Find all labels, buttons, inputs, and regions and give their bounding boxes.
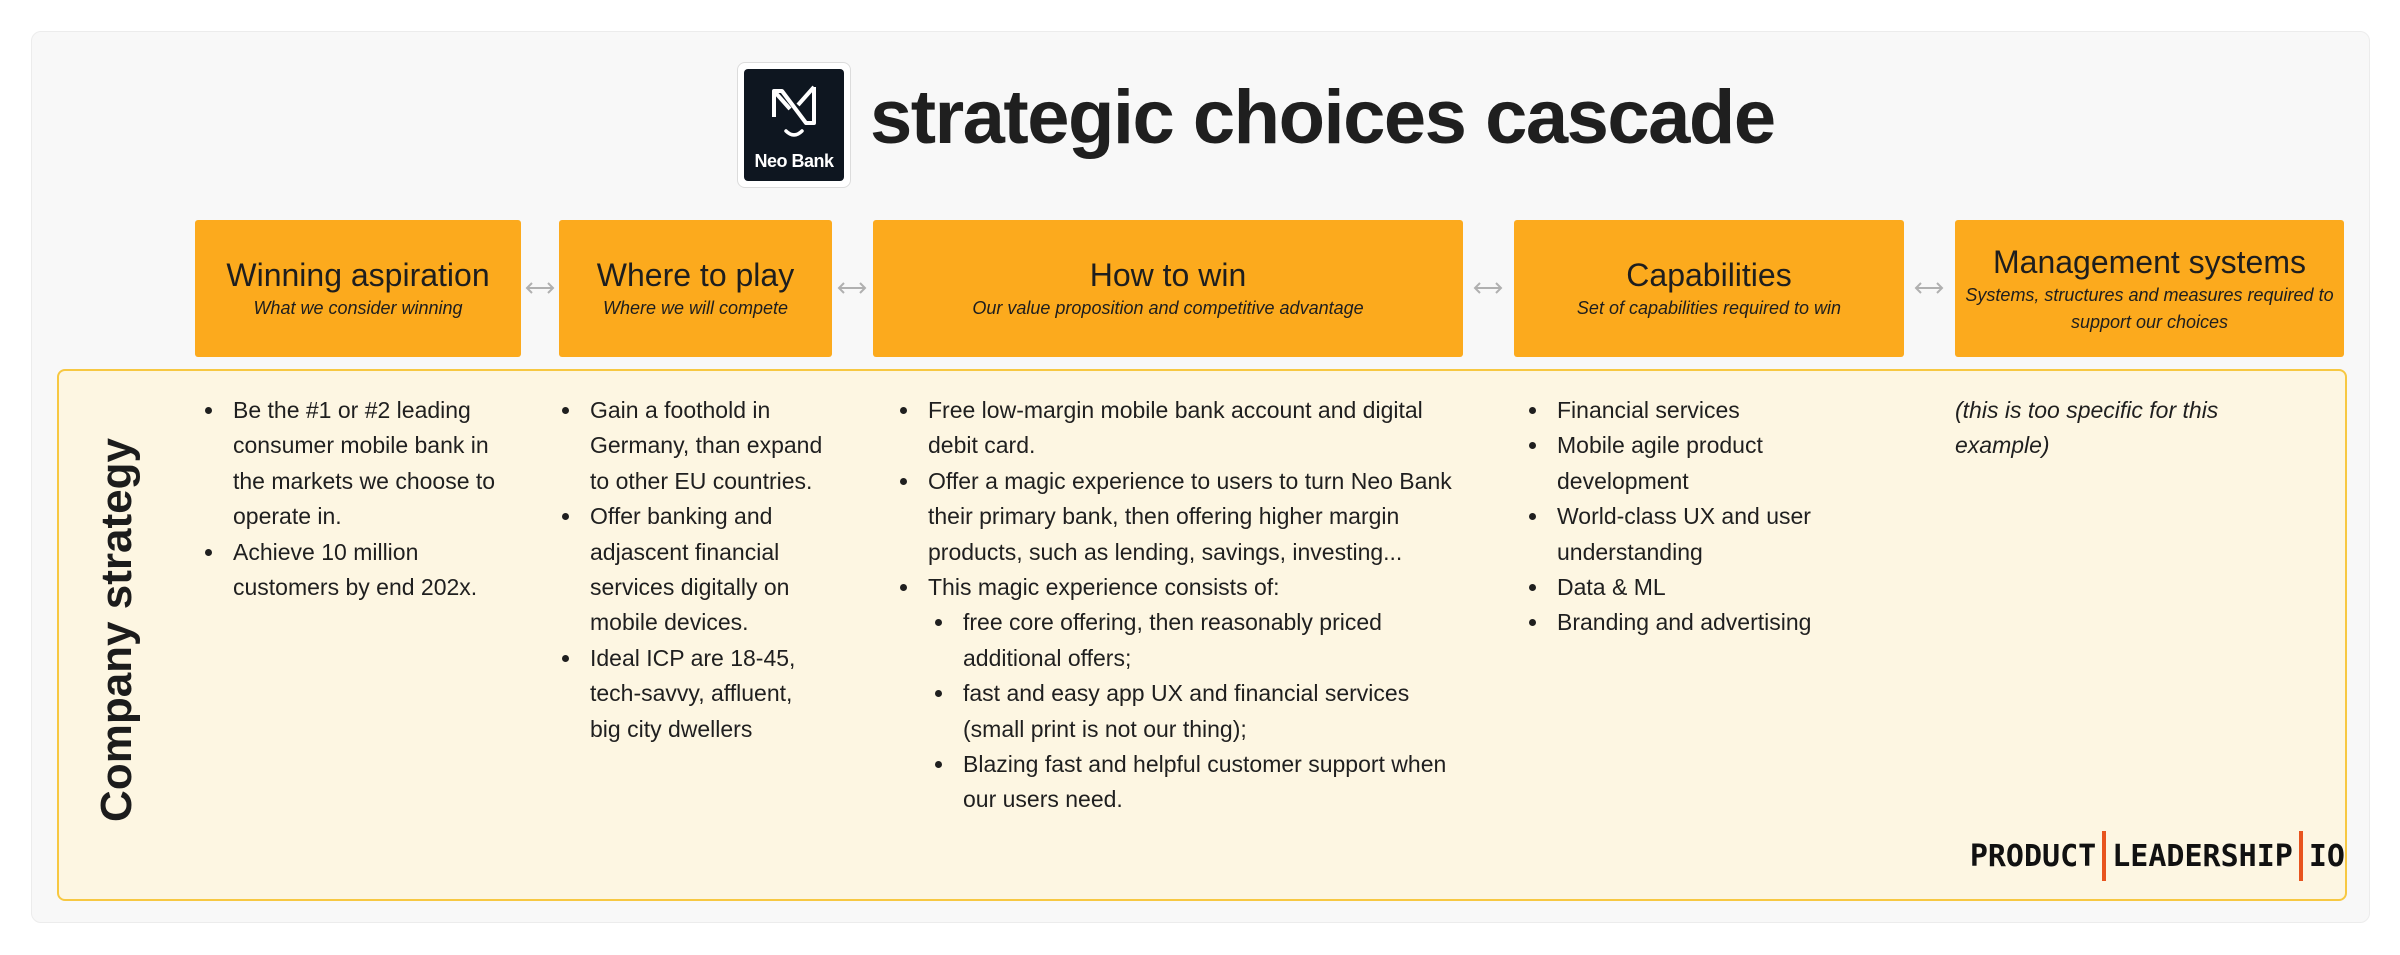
column-where-to-play	[556, 393, 828, 747]
list-item: • Free low-margin mobile bank account and digital debit card.	[921, 393, 1474, 464]
list-item: • Achieve 10 million customers by end 202x.	[226, 535, 521, 606]
header-title: Where to play	[596, 257, 795, 293]
column-winning-aspiration	[199, 393, 521, 605]
list-item: • Mobile agile product development	[1550, 428, 1845, 499]
brand-divider	[2299, 831, 2303, 881]
header-subtitle: Where we will compete	[602, 298, 789, 318]
page-title: strategic choices cascade	[870, 75, 1775, 160]
brand-part: LEADERSHIP	[2112, 838, 2293, 874]
sub-list-item: • free core offering, then reasonably priced additional offers;	[956, 605, 1474, 676]
list-item: • Offer banking and adjascent financial services digitally on mobile devices.	[583, 499, 828, 641]
bullet-list	[1523, 393, 1845, 641]
brand-part: IO	[2308, 838, 2345, 874]
list-item: • Gain a foothold in Germany, than expand to other EU countries.	[583, 393, 828, 499]
list-item: • Financial services	[1550, 393, 1845, 428]
row-label-company-strategy: Company strategy	[92, 438, 141, 822]
header-subtitle: Set of capabilities required to win	[1576, 298, 1842, 318]
bullet-list	[199, 393, 521, 605]
logo-text: Neo Bank	[754, 151, 834, 171]
header-where-to-play	[559, 220, 832, 357]
list-item: • Be the #1 or #2 leading consumer mobile bank in the markets we choose to operate in.	[226, 393, 521, 535]
column-how-to-win	[894, 393, 1474, 818]
list-item: • World-class UX and user understanding	[1550, 499, 1845, 570]
double-arrow-icon	[836, 280, 868, 296]
product-leadership-io-logo	[1970, 831, 2345, 881]
list-item: • Data & ML	[1550, 570, 1845, 605]
double-arrow-icon	[1472, 280, 1504, 296]
logo-tile	[744, 69, 844, 181]
list-item: • Branding and advertising	[1550, 605, 1845, 640]
header-subtitle: Systems, structures and measures required to support our choices	[1965, 284, 2334, 332]
header-subtitle: Our value proposition and competitive advantage	[972, 298, 1364, 318]
bullet-list	[894, 393, 1474, 818]
brand-part: PRODUCT	[1969, 838, 2097, 874]
list-item: • Offer a magic experience to users to turn Neo Bank their primary bank, then offering higher margin products, such as lending, savings, investing...	[921, 464, 1474, 570]
header-title: How to win	[1089, 257, 1247, 293]
list-item-text: This magic experience consists of:	[928, 574, 1280, 601]
header-title: Winning aspiration	[226, 257, 490, 293]
management-systems-note: (this is too specific for this example)	[1955, 397, 2219, 459]
header-winning-aspiration	[195, 220, 521, 357]
header-subtitle: What we consider winning	[253, 298, 463, 318]
double-arrow-icon	[524, 280, 556, 296]
sub-list-item: • fast and easy app UX and financial services (small print is not our thing);	[956, 676, 1474, 747]
brand-divider	[2102, 831, 2106, 881]
column-capabilities	[1523, 393, 1845, 641]
header-capabilities	[1514, 220, 1904, 357]
sub-list-item: • Blazing fast and helpful customer support when our users need.	[956, 747, 1474, 818]
sub-bullet-list	[928, 605, 1474, 817]
header-title: Management systems	[1992, 243, 2306, 280]
header-management-systems	[1955, 220, 2344, 357]
list-item: • Ideal ICP are 18-45, tech-savvy, affluent, big city dwellers	[583, 641, 828, 747]
header-how-to-win	[873, 220, 1463, 357]
neobank-logo	[737, 62, 851, 188]
bullet-list	[556, 393, 828, 747]
list-item	[921, 570, 1474, 818]
double-arrow-icon	[1913, 280, 1945, 296]
header-title: Capabilities	[1626, 257, 1792, 293]
neobank-logo-icon	[768, 81, 820, 145]
